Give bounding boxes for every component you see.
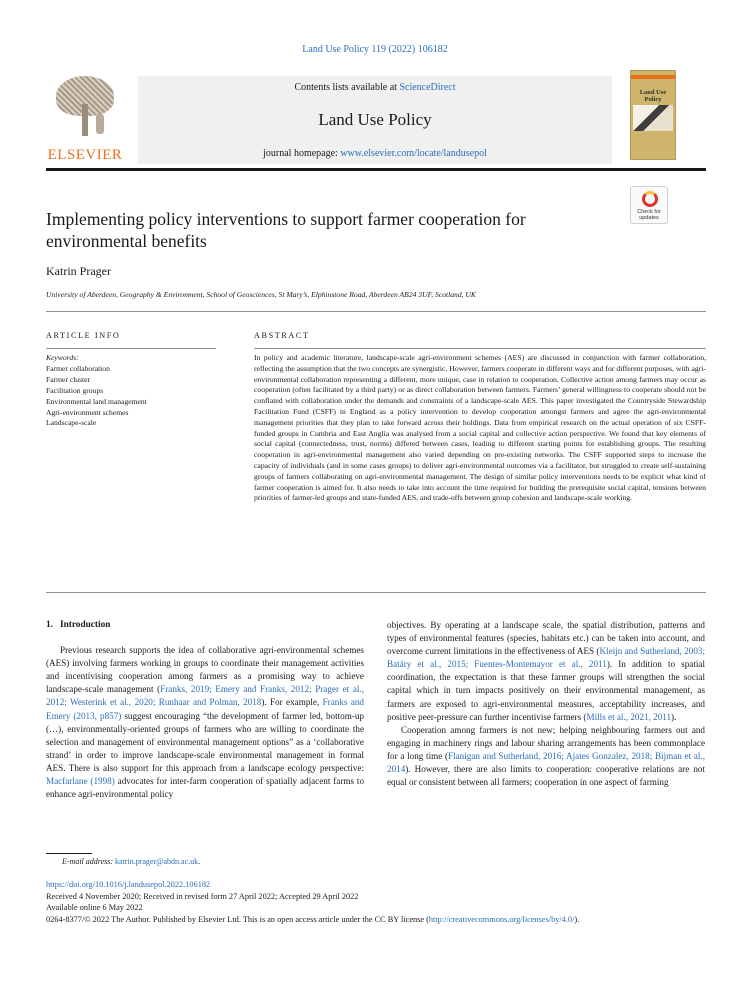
citation-link[interactable]: Kleijn and Sutherland, 2003; Batáry et al., 2015; Fuentes-Montemayor et al., 2011 <box>387 646 705 670</box>
contents-line: Contents lists available at ScienceDirect <box>294 82 456 93</box>
keyword-item: Farmer collaboration <box>46 363 110 373</box>
divider <box>46 348 216 349</box>
divider <box>46 592 706 593</box>
footnote-divider <box>46 853 92 854</box>
author-affiliation: University of Aberdeen, Geography & Environment, School of Geosciences, St Mary’s, Elphinstone Road, Aberdeen AB24 3UF, Scotland, UK <box>46 290 476 299</box>
author-name: Katrin Prager <box>46 264 111 278</box>
journal-title: Land Use Policy <box>318 110 432 129</box>
keywords-list <box>46 353 221 429</box>
doi-link[interactable]: https://doi.org/10.1016/j.landusepol.2022.106182 <box>46 880 211 889</box>
license-link[interactable]: http://creativecommons.org/licenses/by/4.0/ <box>428 914 575 924</box>
article-info-heading: ARTICLE INFO <box>46 331 121 340</box>
keyword-item: Agri-environment schemes <box>46 407 129 417</box>
article-metadata <box>46 879 726 925</box>
available-online-date: Available online 6 May 2022 <box>46 903 143 912</box>
cover-image-icon <box>633 105 673 131</box>
citation-link[interactable]: Mills et al., 2021, 2011 <box>586 711 672 722</box>
journal-masthead <box>46 70 706 170</box>
email-link[interactable]: katrin.prager@abdn.ac.uk <box>115 857 199 866</box>
author-email-footnote: E-mail address: katrin.prager@abdn.ac.uk. <box>62 857 201 866</box>
abstract-text: In policy and academic literature, landscape-scale agri-environment schemes (AES) are discussed in conjunction with farmer collaboration, reflecting the assumption that the two concepts are synergistic. However, farmers cooperate in different ways and for different purposes, with agri-environmental collaboration representing a different, more unique, case in relation to cooperation. Collective action among farmers may occur as cooperation (often facilitated by a third party) or as direct collaboration between farmers. Farmers’ general willingness to cooperate should not be conflated with collaboration under the demands and constraints of a landscape-scale AES. This paper investigated the Countryside Stewardship Facilitation Fund (CSFF) in England as a policy intervention to develop cooperation amongst farmers and agree the agri-environmental management priorities that they plan to take forward across their holdings. Data from empirical research on the actual operation of six CSFF-funded groups in Cumbria and East Anglia was analysed from a social capital and collective action perspective. We found that key elements of social capital (connectedness, trust, norms) differed between cases, leading to different starting points for establishing groups. The resulting cooperation in agri-environmental management also varied depending on pre-existing networks. The CSFF supported steps to increase the capacity of individuals (and in some cases groups) to deliver agri-environmental outcomes via a facilitator, but struggled to create self-sustaining groups of farmers collaborating on agri-environmental management. The design of similar policy interventions needs to be explicit what kind of farmer cooperation is aimed for. It also needs to take into account the time required for building the prerequisite social capital, tensions between priorities of farmer-led groups and state-funded AES, and trade-offs between group cohesion and landscape-scale working. <box>254 353 706 503</box>
keywords-label: Keywords: <box>46 353 79 362</box>
citation-link[interactable]: Flanigan and Sutherland, 2016; Ajates Gonzalez, 2018; Bijman et al., 2014 <box>387 750 705 775</box>
masthead-banner <box>138 76 612 164</box>
divider <box>254 348 706 349</box>
received-dates: Received 4 November 2020; Received in revised form 27 April 2022; Accepted 29 April 2022 <box>46 891 359 901</box>
keyword-item: Facilitation groups <box>46 385 104 395</box>
sciencedirect-link[interactable]: ScienceDirect <box>399 82 456 93</box>
homepage-link[interactable]: www.elsevier.com/locate/landusepol <box>340 148 487 159</box>
abstract-heading: ABSTRACT <box>254 331 310 340</box>
tree-icon <box>50 74 120 136</box>
homepage-line: journal homepage: www.elsevier.com/locate/landusepol <box>263 148 487 159</box>
license-line: 0264-8377/© 2022 The Author. Published by Elsevier Ltd. This is an open access article under the CC BY license (http://creativecommons.org/licenses/by/4.0/). <box>46 914 580 924</box>
divider <box>46 311 706 312</box>
check-updates-label: Check for updates <box>637 209 661 221</box>
body-column-left <box>46 619 364 801</box>
keyword-item: Farmer cluster <box>46 374 91 384</box>
citation-link[interactable]: Franks, 2019; Emery and Franks, 2012; Prager et al., 2012; Westerink et al., 2020; Runhaar and Polman, 2018 <box>46 684 364 708</box>
check-updates-icon <box>642 191 658 207</box>
citation-link[interactable]: Franks and Emery (2013, p857) <box>46 697 364 721</box>
keyword-item: Environmental land management <box>46 396 147 406</box>
body-paragraph: Cooperation among farmers is not new; helping neighbouring farmers out and engaging in machinery rings and labour sharing arrangements has been commonplace for a long time (Flanigan and Sutherland, 2016; Ajates Gonzalez, 2018; Bijman et al., 2014). However, there are also limits to cooperation: cooperative relations are not equal or consistent between all farmers; cooperation in one aspect of farming <box>387 724 705 788</box>
keyword-item: Landscape-scale <box>46 418 97 428</box>
journal-cover-thumbnail[interactable] <box>630 70 676 160</box>
body-paragraph: objectives. By operating at a landscape scale, the spatial distribution, patterns and types of environmental features (species, habitats etc.) can be taken into account, and overcome current limitations in the effectiveness of AES (Kleijn and Sutherland, 2003; Batáry et al., 2015; Fuentes-Montemayor et al., 2011). In addition to spatial coordination, the expectation is that these farmer groups will strengthen the social capital which in turn impacts positively on their environmental management, as farmers are exposed to agri-environmental measures, acceptability increases, and positive peer-pressure can further incentivise farmers (Mills et al., 2021, 2011). <box>387 620 705 722</box>
publisher-name: ELSEVIER <box>47 147 123 163</box>
body-column-right <box>387 619 705 789</box>
masthead-divider <box>46 168 706 171</box>
elsevier-logo <box>46 74 124 164</box>
section-heading: 1. Introduction <box>46 620 111 630</box>
journal-citation[interactable]: Land Use Policy 119 (2022) 106182 <box>302 44 448 55</box>
citation-link[interactable]: Macfarlane (1998) <box>46 776 115 787</box>
check-for-updates-button[interactable] <box>630 186 668 224</box>
body-paragraph: Previous research supports the idea of collaborative agri-environmental schemes (AES) involving farmers working in groups to coordinate their management activities and incentivising cooperation among farmers as a promising way to achieve landscape-scale management (Franks, 2019; Emery and Franks, 2012; Prager et al., 2012; Westerink et al., 2020; Runhaar and Polman, 2018). For example, Franks and Emery (2013, p857) suggest encouraging “the development of farmer led, bottom-up (…), environmentally-oriented groups of farmers who are willing to coordinate the selection and management of environmental management options” as a ‘collaborative strand’ in order to improve landscape-scale environmental management in formal AES. There is also support for this approach from a landscape ecology perspective: Macfarlane (1998) advocates for inter-farm cooperation of spatially adjacent farms to enhance agri-environmental policy <box>46 645 365 800</box>
cover-title: Land Use Policy <box>639 89 667 103</box>
article-title: Implementing policy interventions to support farmer cooperation for environmental benefits <box>46 209 526 251</box>
